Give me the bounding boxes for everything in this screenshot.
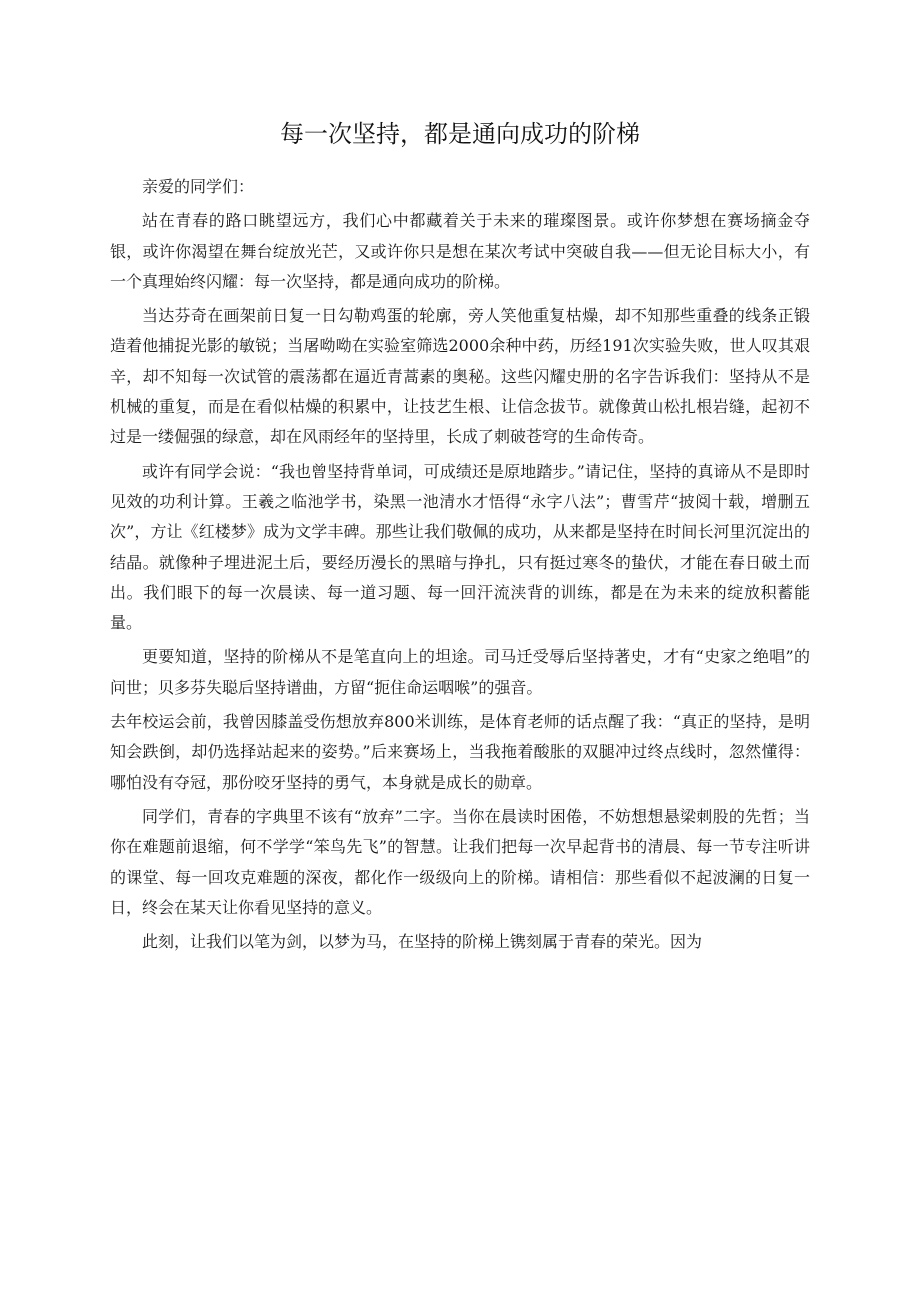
paragraph-7: 此刻，让我们以笔为剑，以梦为马，在坚持的阶梯上镌刻属于青春的荣光。因为 (142, 932, 703, 952)
paragraph-4: 更要知道，坚持的阶梯从不是笔直向上的坦途。司马迁受辱后坚持著史，才有“史家之绝唱”的问世；贝多芬失聪后坚持谱曲，方留“扼住命运咽喉”的强音。 (110, 647, 810, 697)
paragraph-3: 或许有同学会说：“我也曾坚持背单词，可成绩还是原地踏步。”请记住，坚持的真谛从不是即时见效的功利计算。王羲之临池学书，染黑一池清水才悟得“永字八法”；曹雪芹“披阅十载，增删五次”，方让《红楼梦》成为文学丰碑。那些让我们敬佩的成功，从来都是坚持在时间长河里沉淀出的结晶。就像种子埋进泥土后，要经历漫长的黑暗与挣扎，只有挺过寒冬的蛰伏，才能在春日破土而出。我们眼下的每一次晨读、每一道习题、每一回汗流浃背的训练，都是在为未来的绽放积蓄能量。 (110, 461, 810, 633)
paragraph-5: 去年校运会前，我曾因膝盖受伤想放弃800米训练，是体育老师的话点醒了我：“真正的坚持，是明知会跌倒，却仍选择站起来的姿势。”后来赛场上，当我拖着酸胀的双腿冲过终点线时，忽然懂得：哪怕没有夺冠，那份咬牙坚持的勇气，本身就是成长的勋章。 (110, 712, 810, 792)
document-body (110, 172, 810, 961)
paragraph-1: 站在青春的路口眺望远方，我们心中都藏着关于未来的璀璨图景。或许你梦想在赛场摘金夺银，或许你渴望在舞台绽放光芒，又或许你只是想在某次考试中突破自我——但无论目标大小，有一个真理始终闪耀：每一次坚持，都是通向成功的阶梯。 (110, 211, 810, 291)
paragraph-2: 当达芬奇在画架前日复一日勾勒鸡蛋的轮廓，旁人笑他重复枯燥，却不知那些重叠的线条正锻造着他捕捉光影的敏锐；当屠呦呦在实验室筛选2000余种中药，历经191次实验失败，世人叹其艰辛，却不知每一次试管的震荡都在逼近青蒿素的奥秘。这些闪耀史册的名字告诉我们：坚持从不是机械的重复，而是在看似枯燥的积累中，让技艺生根、让信念拔节。就像黄山松扎根岩缝，起初不过是一缕倔强的绿意，却在风雨经年的坚持里，长成了刺破苍穹的生命传奇。 (110, 306, 810, 447)
document-title: 每一次坚持，都是通向成功的阶梯 (280, 120, 640, 148)
greeting: 亲爱的同学们： (142, 177, 255, 196)
paragraph-6: 同学们，青春的字典里不该有“放弃”二字。当你在晨读时困倦，不妨想想悬梁刺股的先哲；当你在难题前退缩，何不学学“笨鸟先飞”的智慧。让我们把每一次早起背书的清晨、每一节专注听讲的课堂、每一回攻克难题的深夜，都化作一级级向上的阶梯。请相信：那些看似不起波澜的日复一日，终会在某天让你看见坚持的意义。 (110, 806, 810, 917)
